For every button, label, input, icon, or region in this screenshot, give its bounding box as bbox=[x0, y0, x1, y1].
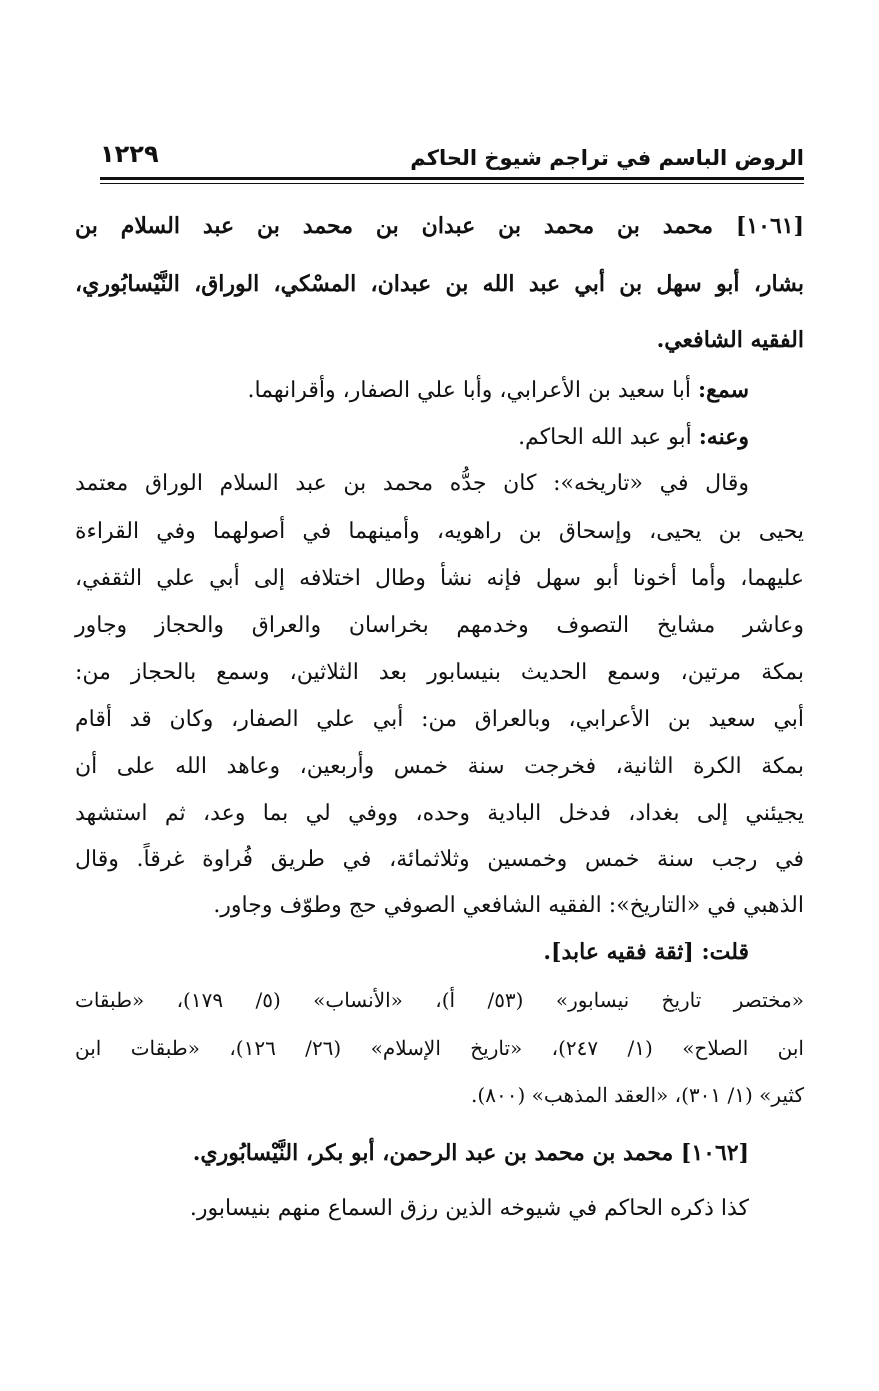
header-rule-thin bbox=[100, 183, 804, 184]
body-line-2: يحيى بن يحيى، وإسحاق بن راهويه، وأمينهما في أصولهما وفي القراءة bbox=[75, 519, 804, 544]
body-line-1: وقال في «تاريخه»: كان جدُّه محمد بن عبد السلام الوراق معتمد bbox=[75, 471, 749, 496]
from-him-text: أبو عبد الله الحاكم. bbox=[518, 425, 692, 450]
body-line-9: في رجب سنة خمس وخمسين وثلاثمائة، في طريق فُراوة غرقاً. وقال bbox=[75, 847, 804, 872]
verdict: قلت: [ثقة فقيه عابد]. bbox=[543, 939, 749, 965]
from-him-label: وعنه: bbox=[698, 424, 749, 450]
sources-line-2: ابن الصلاح» (١/ ٢٤٧)، «تاريخ الإسلام» (٢٦/ ١٢٦)، «طبقات ابن bbox=[75, 1036, 804, 1060]
body-line-8: يجيئني إلى بغداد، فدخل البادية وحده، ووفي لي بما وعد، ثم استشهد bbox=[75, 801, 804, 826]
heard-label: سمع: bbox=[698, 377, 749, 403]
body-line-6: أبي سعيد بن الأعرابي، وبالعراق من: أبي علي الصفار، وكان قد أقام bbox=[75, 707, 804, 732]
body-line-10: الذهبي في «التاريخ»: الفقيه الشافعي الصوفي حج وطوّف وجاور. bbox=[213, 893, 804, 918]
entry-1061-heading-line-3: الفقيه الشافعي. bbox=[656, 327, 804, 353]
header-rule-thick bbox=[100, 177, 804, 180]
entry-1061-heading-line-2: بشار، أبو سهل بن أبي عبد الله بن عبدان، المسْكي، الوراق، النَّيْسابُوري، bbox=[75, 271, 804, 297]
page-header bbox=[100, 140, 804, 178]
body-line-3: عليهما، وأما أخونا أبو سهل فإنه نشأ وطال اختلافه إلى أبي علي الثقفي، bbox=[75, 566, 804, 591]
running-title: الروض الباسم في تراجم شيوخ الحاكم bbox=[410, 146, 804, 170]
body-line-4: وعاشر مشايخ التصوف وخدمهم بخراسان والعراق والحجاز وجاور bbox=[75, 613, 804, 638]
body-line-5: بمكة مرتين، وسمع الحديث بنيسابور بعد الثلاثين، وسمع بالحجاز من: bbox=[75, 660, 804, 685]
entry-1061-heading-line-1: [١٠٦١] محمد بن محمد بن عبدان بن محمد بن عبد السلام بن bbox=[75, 213, 804, 239]
heard-line bbox=[247, 368, 749, 412]
from-him-line bbox=[518, 415, 749, 459]
body-line-7: بمكة الكرة الثانية، فخرجت سنة خمس وأربعين، وعاهد الله على أن bbox=[75, 754, 804, 779]
sources-line-3: كثير» (١/ ٣٠١)، «العقد المذهب» (٨٠٠). bbox=[471, 1083, 804, 1107]
sources-line-1: «مختصر تاريخ نيسابور» (٥٣/ أ)، «الأنساب» (٥/ ١٧٩)، «طبقات bbox=[75, 988, 804, 1012]
entry-1062-note: كذا ذكره الحاكم في شيوخه الذين رزق السماع منهم بنيسابور. bbox=[189, 1196, 749, 1221]
page-number: ١٢٢٩ bbox=[100, 140, 159, 168]
heard-text: أبا سعيد بن الأعرابي، وأبا علي الصفار، وأقرانهما. bbox=[247, 378, 692, 403]
entry-1062-heading: [١٠٦٢] محمد بن محمد بن عبد الرحمن، أبو بكر، النَّيْسابُوري. bbox=[192, 1140, 749, 1166]
